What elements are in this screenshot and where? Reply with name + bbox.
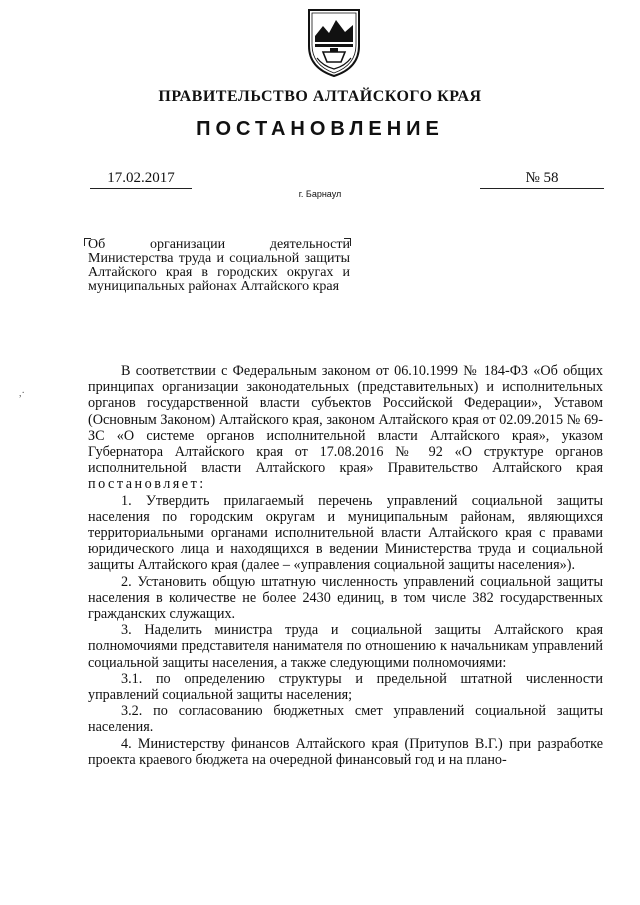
paragraph-1: 1. Утвердить прилагаемый перечень управлений социальной защиты населения по городским округам и муниципальным районам, являющихся территориальными органами исполнительной власти Алтайского края с правами юридического лица и находящихся в ведении Министерства труда и социальной защиты Алтайского края (далее – «управления социальной защиты населения»). [88, 492, 603, 574]
document-type: ПОСТАНОВЛЕНИЕ [196, 118, 444, 140]
margin-mark: ,· [19, 388, 25, 399]
paragraph-3-1: 3.1. по определению структуры и предельной штатной численности управлений социальной защиты населения; [88, 670, 603, 704]
government-title: ПРАВИТЕЛЬСТВО АЛТАЙСКОГО КРАЯ [158, 88, 482, 105]
document-subject: Об организации деятельности Министерства труда и социальной защиты Алтайского края в городских округах и муниципальных районах Алтайского края [88, 237, 350, 294]
document-body [88, 363, 603, 768]
paragraph-2: 2. Установить общую штатную численность управлений социальной защиты населения в количестве не более 2430 единиц, в том числе 382 государственных гражданских служащих. [88, 573, 603, 623]
document-date: 17.02.2017 [90, 170, 192, 189]
paragraph-3-2: 3.2. по согласованию бюджетных смет управлений социальной защиты населения. [88, 703, 603, 736]
preamble-paragraph [88, 363, 603, 493]
preamble-text: В соответствии с Федеральным законом от 06.10.1999 № 184-ФЗ «Об общих принципах организации законодательных (представительных) и исполнительных органов государственной власти субъектов Российской Федерации», Уставом (Основным Законом) Алтайского края, законом Алтайского края от 02.09.2015 № 69-ЗС «О системе органов исполнительной власти Алтайского края», указом Губернатора Алтайского края от 17.08.2016 № 92 «О структуре органов исполнительной власти Алтайского края» Правительство Алтайского края [88, 363, 603, 477]
paragraph-4: 4. Министерству финансов Алтайского края (Притупов В.Г.) при разработке проекта краевого бюджета на очередной финансовый год и на плано- [88, 735, 603, 768]
paragraph-3: 3. Наделить министра труда и социальной защиты Алтайского края полномочиями представителя нанимателя по отношению к начальникам управлений социальной защиты населения, а также следующими полномочиями: [88, 622, 603, 671]
document-number: № 58 [480, 170, 604, 189]
resolves-word: постановляет: [88, 476, 206, 493]
coat-of-arms-icon [303, 6, 365, 78]
document-city: г. Барнаул [298, 189, 342, 199]
